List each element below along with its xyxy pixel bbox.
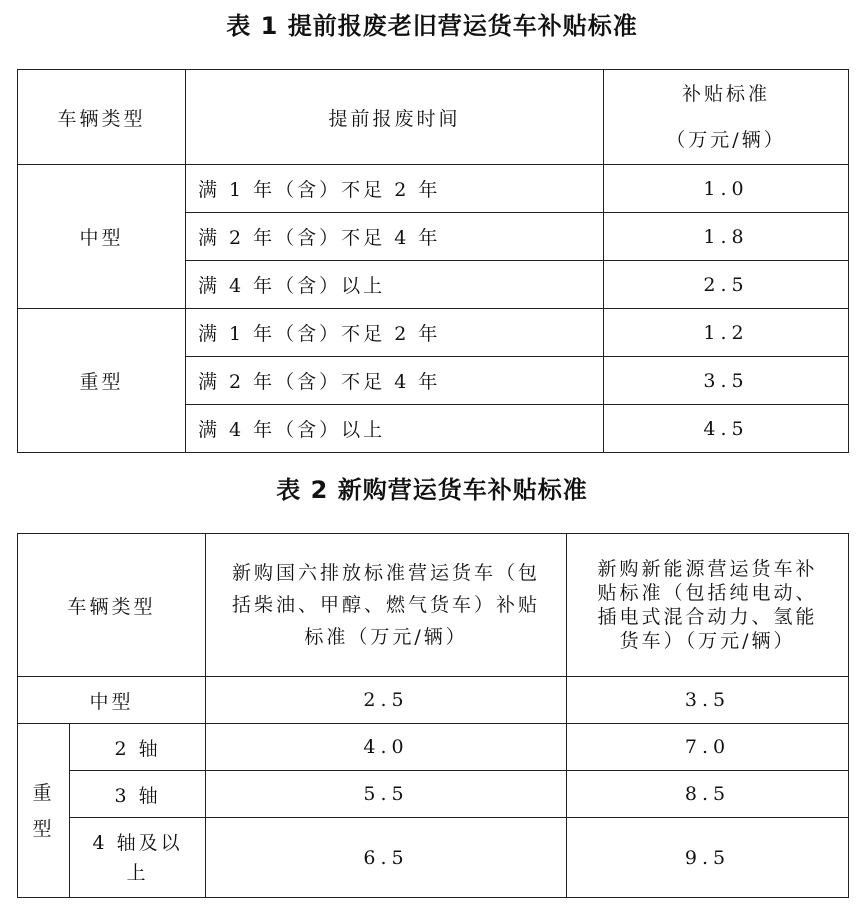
heavy-label-line2: 型 [32,817,55,840]
scrap-time-cell: 满 4 年（含）以上 [186,405,604,453]
subsidy-value-cell: 1.0 [604,165,849,213]
guo6-value-cell: 2.5 [206,677,567,724]
header-scrap-time: 提前报废时间 [186,70,604,165]
table-row [18,771,849,818]
axle-cell: 2 轴 [70,724,206,771]
vehicle-type-heavy: 重型 [18,309,186,453]
header-guo6-subsidy [206,534,567,677]
header-vehicle-type: 车辆类型 [18,534,206,677]
scrap-time-cell: 满 1 年（含）不足 2 年 [186,165,604,213]
header-new-energy-subsidy [567,534,849,677]
table2-title: 表 2 新购营运货车补贴标准 [276,476,588,504]
guo6-value-cell: 4.0 [206,724,567,771]
scrap-time-cell: 满 1 年（含）不足 2 年 [186,309,604,357]
scrap-time-cell: 满 2 年（含）不足 4 年 [186,213,604,261]
axle-line1: 4 轴及以 [92,831,183,854]
guo6-value-cell: 6.5 [206,818,567,898]
ne-value-cell: 8.5 [567,771,849,818]
subsidy-value-cell: 3.5 [604,357,849,405]
vehicle-type-medium: 中型 [18,677,206,724]
table1-title: 表 1 提前报废老旧营运货车补贴标准 [226,12,638,40]
axle-line2: 上 [126,861,149,884]
header-vehicle-type: 车辆类型 [18,70,186,165]
axle-cell [70,818,206,898]
table-row [18,165,849,213]
scrap-time-cell: 满 2 年（含）不足 4 年 [186,357,604,405]
header-guo6-line1: 新购国六排放标准营运货车（包 [232,562,541,584]
header-subsidy [604,70,849,165]
header-ne-line2: 贴标准（包括纯电动、 [597,582,818,604]
header-guo6-line3: 标准（万元/辆） [304,626,468,648]
ne-value-cell: 9.5 [567,818,849,898]
table-row [18,309,849,357]
subsidy-value-cell: 4.5 [604,405,849,453]
guo6-value-cell: 5.5 [206,771,567,818]
table-header-row [18,70,849,165]
vehicle-type-medium: 中型 [18,165,186,309]
header-guo6-line2: 括柴油、甲醇、燃气货车）补贴 [232,594,541,616]
subsidy-value-cell: 2.5 [604,261,849,309]
header-ne-line4: 货车）（万元/辆） [619,630,796,652]
table1-scrap-subsidy [17,69,849,453]
scrap-time-cell: 满 4 年（含）以上 [186,261,604,309]
subsidy-value-cell: 1.2 [604,309,849,357]
table-header-row [18,534,849,677]
table2-new-purchase-subsidy [17,533,849,898]
header-subsidy-line2: （万元/辆） [666,129,786,151]
table-row [18,724,849,771]
ne-value-cell: 3.5 [567,677,849,724]
table-row [18,818,849,898]
vehicle-type-heavy [18,724,70,898]
ne-value-cell: 7.0 [567,724,849,771]
table-row [18,677,849,724]
header-subsidy-line1: 补贴标准 [681,83,770,105]
heavy-label-line1: 重 [32,781,55,804]
axle-cell: 3 轴 [70,771,206,818]
header-ne-line3: 插电式混合动力、氢能 [597,606,818,628]
subsidy-value-cell: 1.8 [604,213,849,261]
header-ne-line1: 新购新能源营运货车补 [597,558,818,580]
